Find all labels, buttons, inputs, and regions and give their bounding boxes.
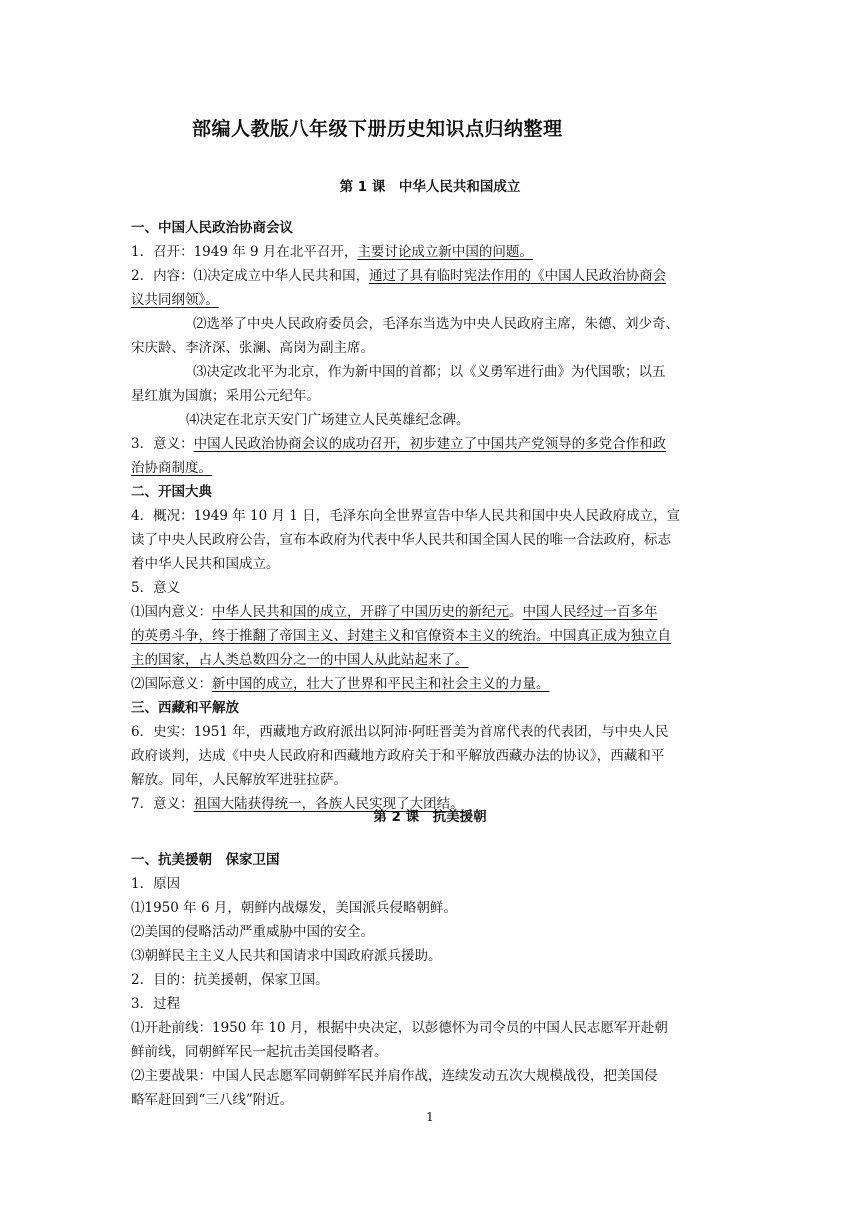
paragraph-line: 3．过程 (131, 996, 181, 1012)
paragraph-line: 星红旗为国旗；采用公元纪年。 (131, 388, 320, 404)
paragraph-line: 3．意义：中国人民政治协商会议的成功召开，初步建立了中国共产党领导的多党合作和政 (131, 436, 667, 452)
paragraph-line: ⑴1950 年 6 月，朝鲜内战爆发，美国派兵侵略朝鲜。 (131, 900, 457, 916)
document-title: 部编人教版八年级下册历史知识点归纳整理 (192, 118, 563, 140)
paragraph-line: ⑴国内意义：中华人民共和国的成立，开辟了中国历史的新纪元。中国人民经过一百多年 (131, 604, 658, 620)
paragraph-line: 1．召开：1949 年 9 月在北平召开，主要讨论成立新中国的问题。 (131, 244, 533, 260)
paragraph-line: ⑵主要战果：中国人民志愿军同朝鲜军民并肩作战，连续发动五次大规模战役，把美国侵 (131, 1068, 658, 1084)
paragraph-line (131, 288, 731, 312)
paragraph-line: 4．概况：1949 年 10 月 1 日，毛泽东向全世界宣告中华人民共和国中央人民政府成立，宣 (131, 508, 681, 524)
paragraph-line: 着中华人民共和国成立。 (131, 556, 280, 572)
underlined-text: 中国人民政治协商会议的成功召开，初步建立了中国共产党领导的多党合作和政 (193, 436, 667, 452)
underlined-text: 祖国大陆获得统一，各族人民实现了大团结。 (193, 796, 464, 812)
paragraph-line: 5．意义 (131, 580, 181, 596)
underlined-text: 中华人民共和国的成立，开辟了中国历史的新纪元 (212, 604, 509, 620)
lesson-2-body (131, 848, 731, 1112)
paragraph-line: ⑷决定在北京天安门广场建立人民英雄纪念碑。 (186, 412, 470, 428)
paragraph-line: ⑶朝鲜民主主义人民共和国请求中国政府派兵援助。 (131, 948, 442, 964)
underlined-text: 通过了具有临时宪法作用的《中国人民政治协商会 (369, 268, 667, 284)
paragraph-line: ⑶决定改北平为北京，作为新中国的首都；以《义勇军进行曲》为代国歌；以五 (193, 364, 666, 380)
paragraph-line: 1．原因 (131, 876, 181, 892)
paragraph-line: 7．意义：祖国大陆获得统一，各族人民实现了大团结。 (131, 796, 464, 812)
underlined-text: 主要讨论成立新中国的问题。 (357, 244, 533, 260)
paragraph-line: ⑵国际意义：新中国的成立，壮大了世界和平民主和社会主义的力量。 (131, 676, 550, 692)
paragraph-line (131, 648, 731, 672)
paragraph-line: 2．内容：⑴决定成立中华人民共和国，通过了具有临时宪法作用的《中国人民政治协商会 (131, 268, 667, 284)
section-heading: 一、抗美援朝 保家卫国 (131, 852, 280, 868)
paragraph-line: ⑵美国的侵略活动严重威胁中国的安全。 (131, 924, 374, 940)
paragraph-line (131, 456, 731, 480)
section-heading: 一、中国人民政治协商会议 (131, 220, 293, 236)
underlined-text: 新中国的成立，壮大了世界和平民主和社会主义的力量。 (212, 676, 550, 692)
underlined-text: 主的国家，占人类总数四分之一的中国人从此站起来了。 (131, 652, 469, 668)
paragraph-line: 6．史实：1951 年，西藏地方政府派出以阿沛·阿旺晋美为首席代表的代表团，与中央人民 (131, 724, 669, 740)
lesson-2-heading: 第 2 课 抗美援朝 (373, 809, 487, 825)
lesson-1-heading: 第 1 课 中华人民共和国成立 (339, 179, 521, 195)
page-number: 1 (426, 1110, 434, 1124)
paragraph-line: 读了中央人民政府公告，宣布本政府为代表中华人民共和国全国人民的唯一合法政府，标志 (131, 532, 671, 548)
section-heading: 三、西藏和平解放 (131, 700, 239, 716)
section-heading: 二、开国大典 (131, 484, 212, 500)
paragraph-line: 鲜前线，同朝鲜军民一起抗击美国侵略者。 (131, 1044, 388, 1060)
paragraph-line (131, 624, 731, 648)
paragraph-line: ⑵选举了中央人民政府委员会，毛泽东当选为中央人民政府主席，朱德、刘少奇、 (193, 316, 679, 332)
paragraph-line: 政府谈判，达成《中央人民政府和西藏地方政府关于和平解放西藏办法的协议》，西藏和平 (131, 748, 665, 764)
underlined-text: 治协商制度。 (131, 460, 212, 476)
lesson-1-body (131, 216, 731, 816)
paragraph-line: 2．目的：抗美援朝，保家卫国。 (131, 972, 329, 988)
paragraph-line: ⑴开赴前线：1950 年 10 月，根据中央决定，以彭德怀为司令员的中国人民志愿军开赴朝 (131, 1020, 668, 1036)
underlined-text: 中国人民经过一百多年 (522, 604, 658, 620)
underlined-text: 议共同纲领》。 (131, 292, 219, 308)
paragraph-line: 宋庆龄、李济深、张澜、高岗为副主席。 (131, 340, 374, 356)
paragraph-line: 略军赶回到“三八线”附近。 (131, 1092, 294, 1108)
underlined-text: 的英勇斗争，终于推翻了帝国主义、封建主义和官僚资本主义的统治。中国真正成为独立自 (131, 628, 671, 644)
paragraph-line: 解放。同年，人民解放军进驻拉萨。 (131, 772, 347, 788)
